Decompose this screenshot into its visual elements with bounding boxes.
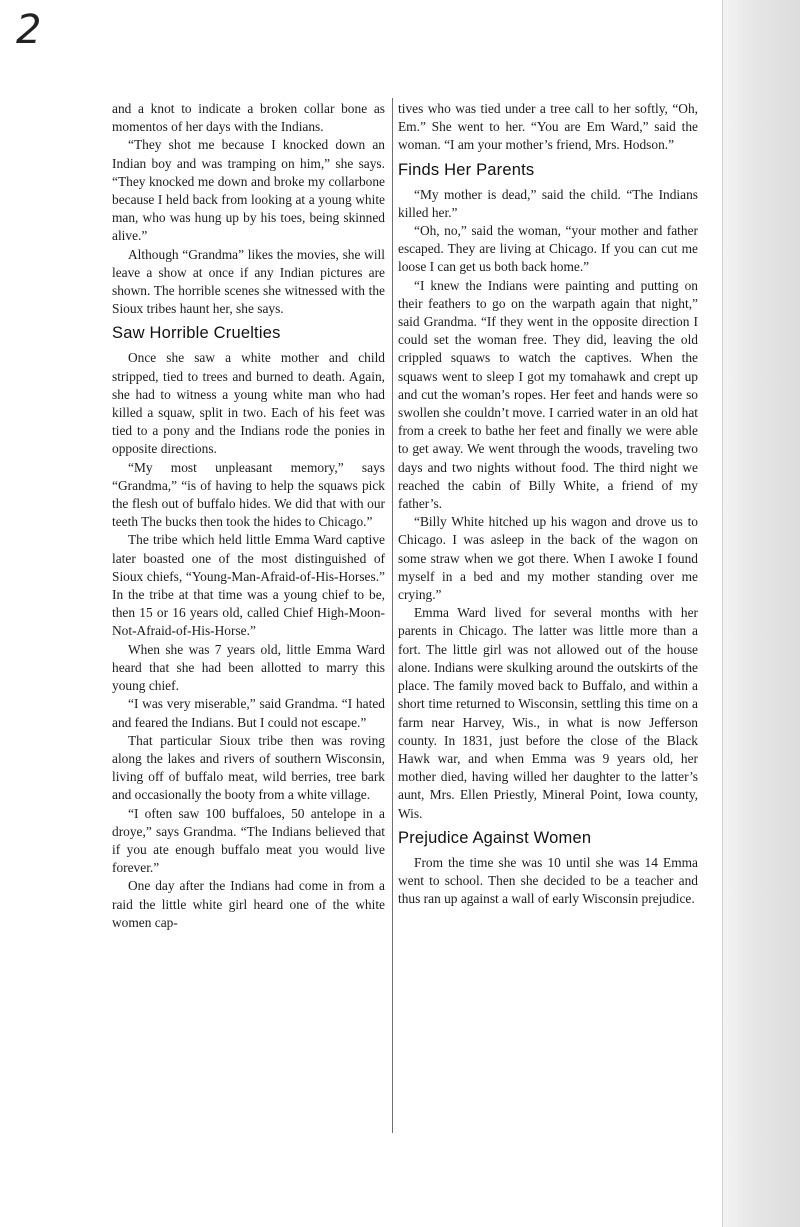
- paragraph: From the time she was 10 until she was 14 Emma went to school. Then she decided to be a teacher and thus ran up against a wall of early Wisconsin prejudice.: [398, 854, 698, 907]
- paragraph: “I knew the Indians were painting and putting on their feathers to go on the warpath again that night,” said Grandma. “If they went in the opposite direction I could set the woman free. They did, leaving the old crippled squaws to watch the captives. When the squaws went to sleep I got my tomahawk and crept up and cut the woman’s ropes. Her feet and hands were so swollen she couldn’t move. I carried water in an old hat from a creek to bathe her feet and finally we were able to get away. We went through the woods, traveling two days and two nights without food. The third night we reached the cabin of Billy White, a friend of my father’s.: [398, 277, 698, 512]
- paragraph: Emma Ward lived for several months with her parents in Chicago. The latter was little more than a fort. The little girl was not allowed out of the house alone. Indians were skulking around the outskirts of the place. The family moved back to Buffalo, and within a short time returned to Wisconsin, settling this time on a farm near Harvey, Wis., in what is now Jefferson county. In 1831, just before the close of the Black Hawk war, and when Emma was 9 years old, her mother died, having willed her daughter to the latter’s aunt, Mrs. Ellen Priestly, Mineral Point, Iowa county, Wis.: [398, 605, 698, 821]
- paragraph: tives who was tied under a tree call to her softly, “Oh, Em.” She went to her. “You are Em Ward,” said the woman. “I am your mother’s friend, Mrs. Hodson.”: [398, 101, 698, 153]
- paragraph: “They shot me because I knocked down an Indian boy and was tramping on him,” she says. “They knocked me down and broke my collarbone because I held back from looking at a young white man, who was hung up by his toes, being skinned alive.”: [112, 137, 385, 244]
- left-column: [112, 100, 385, 932]
- paragraph: “I often saw 100 buffaloes, 50 antelope in a droye,” says Grandma. “The Indians believed that if you ate enough buffalo meat you would live forever.”: [112, 805, 385, 876]
- page-number: 2: [16, 7, 42, 53]
- paragraph: “My most unpleasant memory,” says “Grandma,” “is of having to help the squaws pick the flesh out of buffalo hides. We did that with our teeth The bucks then took the hides to Chicago.”: [112, 459, 385, 530]
- paragraph: “Oh, no,” said the woman, “your mother and father escaped. They are living at Chicago. If you can cut me loose I can get us both back home.”: [398, 223, 698, 275]
- paragraph: Once she saw a white mother and child stripped, tied to trees and burned to death. Again, she had to witness a young white man who had killed a squaw, split in two. Each of his feet was tied to a pony and the Indians rode the ponies in opposite directions.: [112, 350, 385, 457]
- section-heading: Finds Her Parents: [398, 160, 535, 179]
- paragraph: The tribe which held little Emma Ward captive later boasted one of the most distinguished of Sioux chiefs, “Young-Man-Afraid-of-His-Horses.” In the tribe at that time was a young chief to be, then 15 or 16 years old, called Chief High-Moon-Not-Afraid-of-His-Horse.”: [112, 532, 385, 639]
- paragraph: That particular Sioux tribe then was roving along the lakes and rivers of southern Wisconsin, living off of buffalo meat, wild berries, tree bark and occasionally the booty from a white village.: [112, 732, 385, 803]
- paragraph: “I was very miserable,” said Grandma. “I hated and feared the Indians. But I could not escape.”: [112, 696, 385, 730]
- column-divider: [392, 98, 393, 1133]
- paragraph: Although “Grandma” likes the movies, she will leave a show at once if any Indian pictures are shown. The horrible scenes she witnessed with the Sioux tribes haunt her, she says.: [112, 246, 385, 317]
- paragraph: “My mother is dead,” said the child. “The Indians killed her.”: [398, 186, 698, 220]
- paragraph: “Billy White hitched up his wagon and drove us to Chicago. I was asleep in the back of the wagon on some straw when we got there. When I awoke I found myself in a bed and my mother standing over me crying.”: [398, 514, 698, 603]
- section-heading: Prejudice Against Women: [398, 828, 592, 847]
- scanner-page-edge: [722, 0, 800, 1227]
- paragraph: One day after the Indians had come in from a raid the little white girl heard one of the white women cap-: [112, 878, 385, 930]
- right-column: [398, 100, 698, 908]
- paragraph: and a knot to indicate a broken collar bone as momentos of her days with the Indians.: [112, 101, 385, 135]
- section-heading: Saw Horrible Cruelties: [112, 324, 281, 343]
- paragraph: When she was 7 years old, little Emma Ward heard that she had been allotted to marry this young chief.: [112, 641, 385, 694]
